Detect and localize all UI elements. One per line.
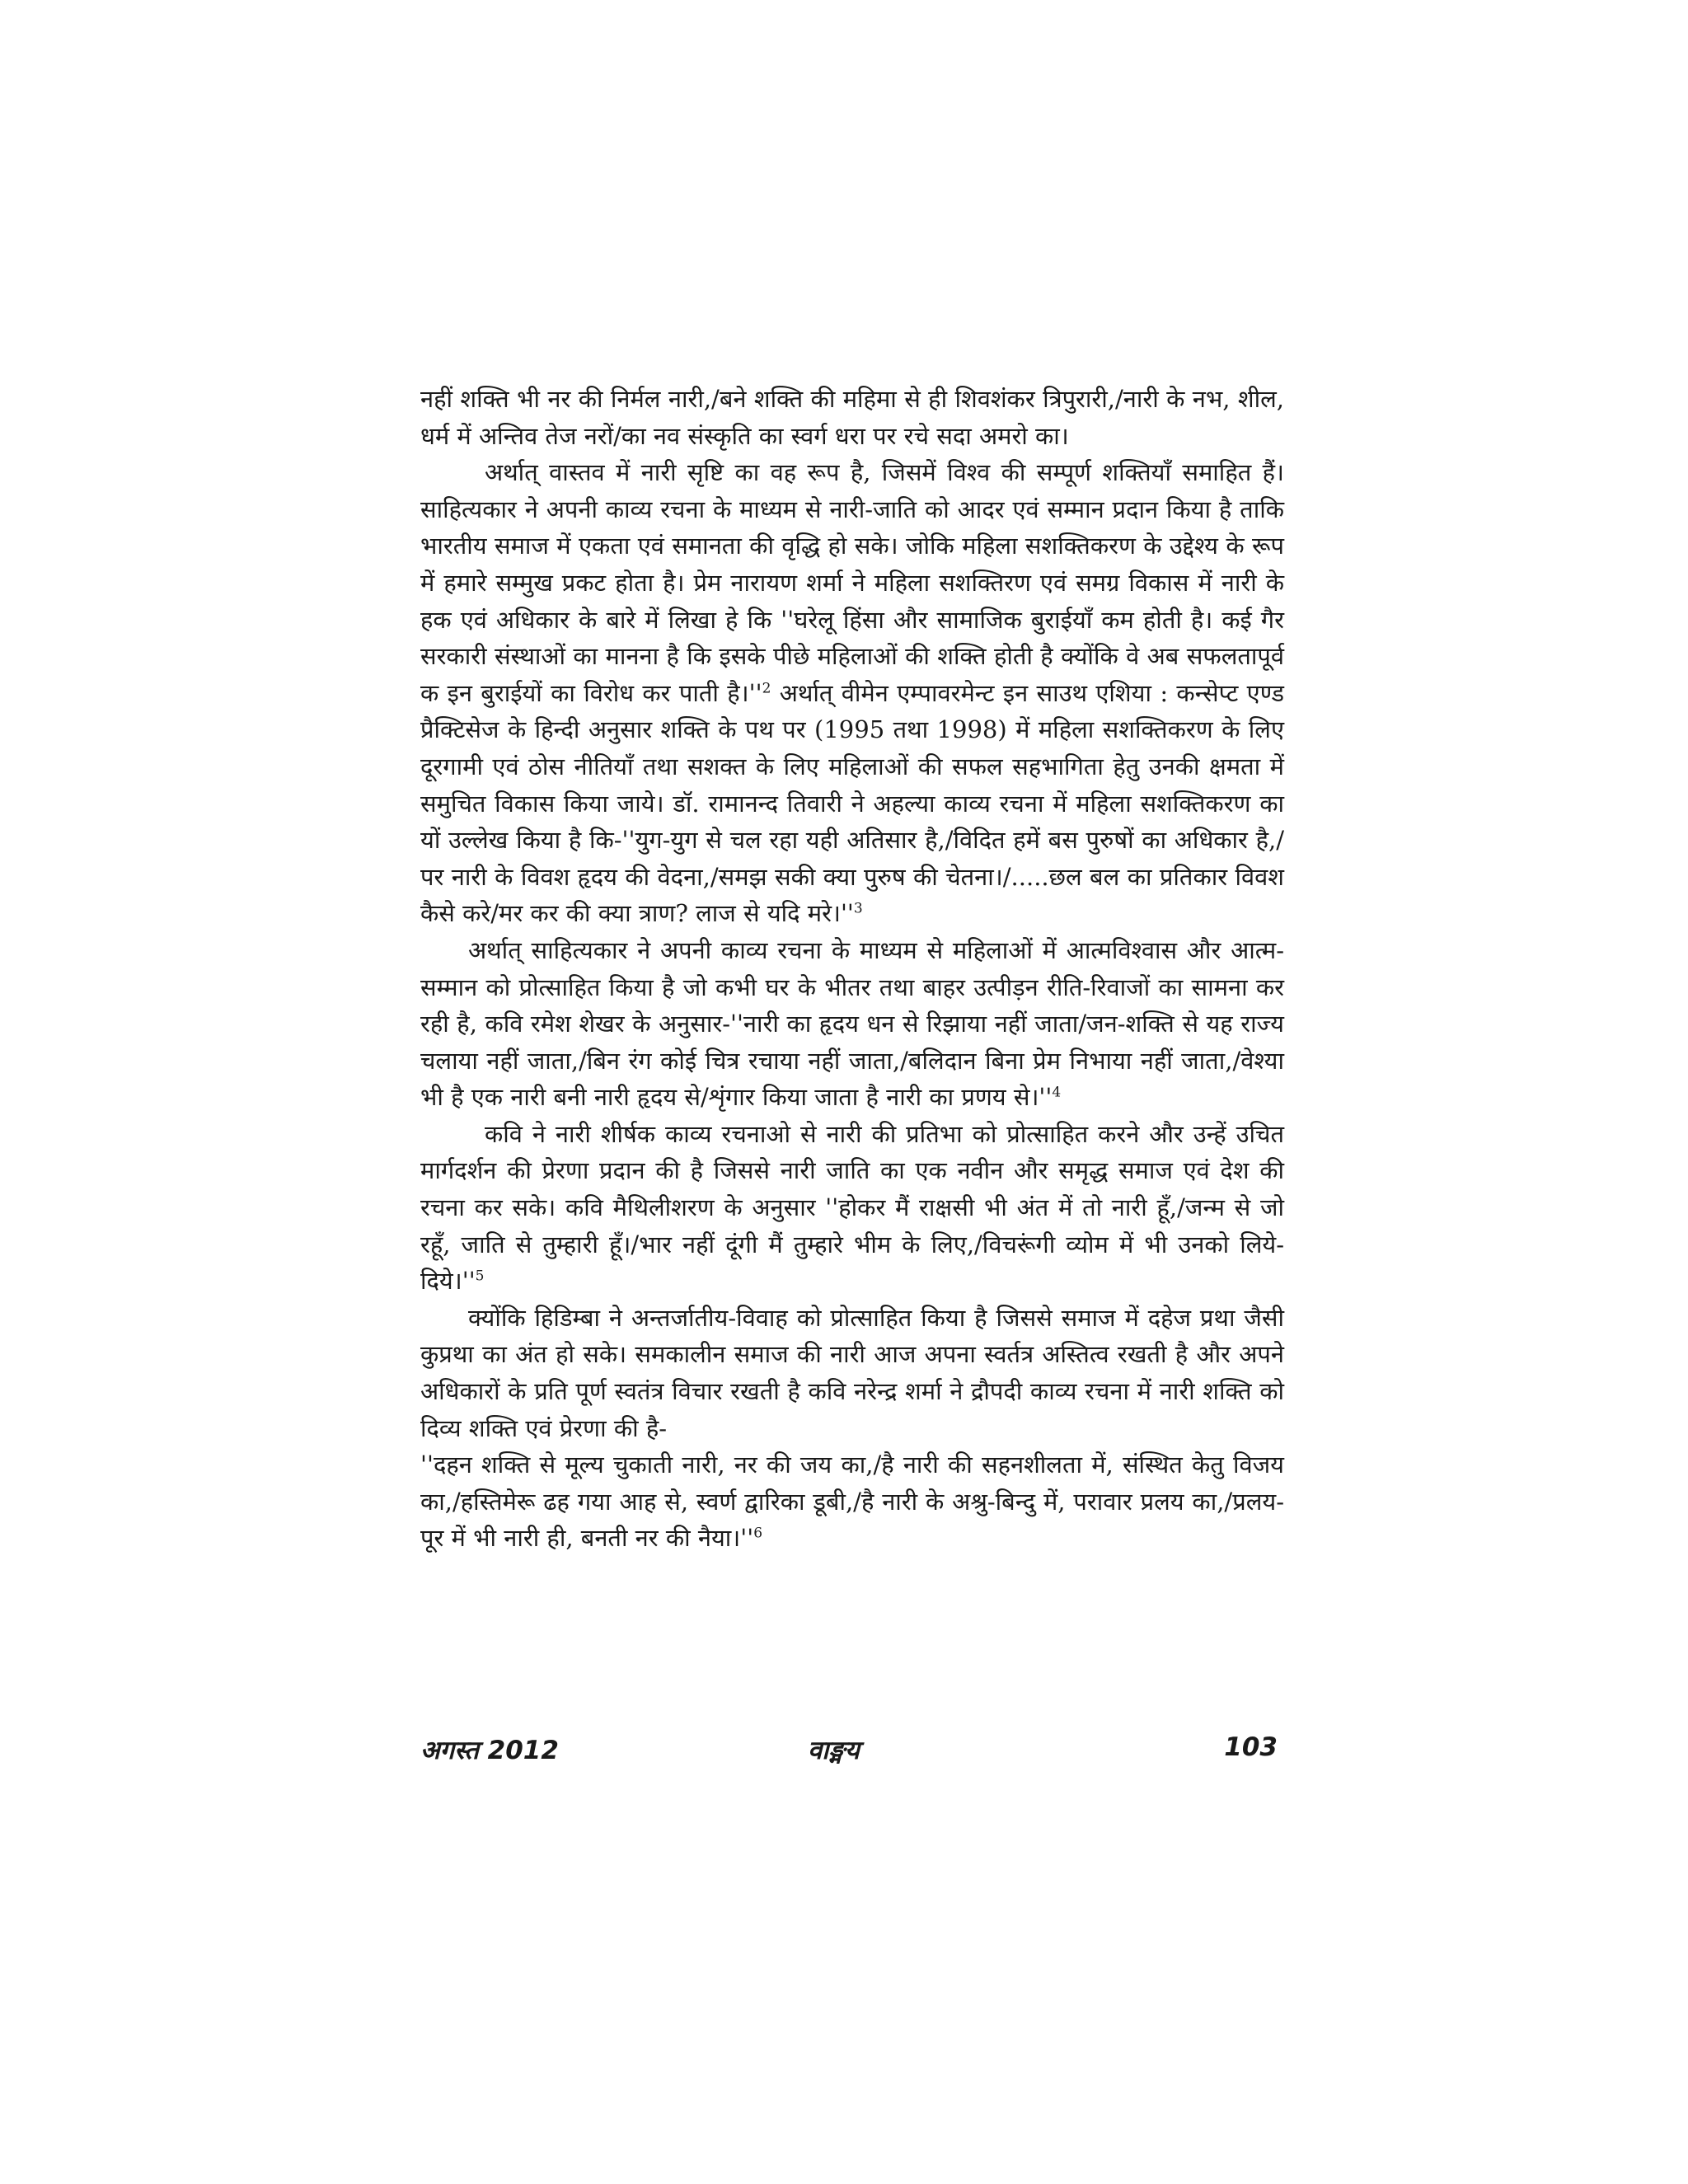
footnote-marker-3: 3 (853, 900, 863, 917)
paragraph-6-quote (420, 1446, 1284, 1557)
article-text (420, 381, 1284, 1557)
paragraph-5-text: क्योंकि हिडिम्बा ने अन्तर्जातीय-विवाह को प्रोत्साहित किया है जिससे समाज में दहेज प्रथा जैसी कुप्रथा का अंत हो सके। समकालीन समाज की नारी आज अपना स्वर्तत्र अस्तित्व रखती है और अपने अधिकारों के प्रति पूर्ण स्वतंत्र विचार रखती है कवि नरेन्द्र शर्मा ने द्रौपदी काव्य रचना में नारी शक्ति को दिव्य शक्ति एवं प्रेरणा की है- (420, 1303, 1284, 1442)
paragraph-4 (420, 1116, 1284, 1300)
footer-page-number: 103 (1224, 1732, 1278, 1762)
paragraph-3 (420, 932, 1284, 1116)
footer-date: अगस्त 2012 (420, 1736, 559, 1765)
page-body (420, 381, 1284, 1557)
footer-journal-name: वाङ्मय (808, 1736, 860, 1765)
paragraph-3-text: अर्थात् साहित्यकार ने अपनी काव्य रचना के माध्यम से महिलाओं में आत्मविश्वास और आत्म-सम्मान को प्रोत्साहित किया है जो कभी घर के भीतर तथा बाहर उत्पीड़न रीति-रिवाजों का सामना कर रही है, कवि रमेश शेखर के अनुसार-''नारी का हृदय धन से रिझाया नहीं जाता/जन-शक्ति से यह राज्य चलाया नहीं जाता,/बिन रंग कोई चित्र रचाया नहीं जाता,/बलिदान बिना प्रेम निभाया नहीं जाता,/वेश्या भी है एक नारी बनी नारी हृदय से/शृंगार किया जाता है नारी का प्रणय से।'' (420, 935, 1284, 1112)
paragraph-2-text-continued: अर्थात् वीमेन एम्पावरमेन्ट इन साउथ एशिया : कन्सेप्ट एण्ड प्रैक्टिसेज के हिन्दी अनुसार शक्ति के पथ पर (1995 तथा 1998) में महिला सशक्तिकरण के लिए दूरगामी एवं ठोस नीतियाँ तथा सशक्त के लिए महिलाओं की सफल सहभागिता हेतु उनकी क्षमता में समुचित विकास किया जाये। डॉ. रामानन्द तिवारी ने अहल्या काव्य रचना में महिला सशक्तिकरण का यों उल्लेख किया है कि-''युग-युग से चल रहा यही अतिसार है,/विदित हमें बस पुरुषों का अधिकार है,/ पर नारी के विवश हृदय की वेदना,/समझ सकी क्या पुरुष की चेतना।/.....छल बल का प्रतिकार विवश कैसे करे/मर कर की क्या त्राण? लाज से यदि मरे।'' (420, 678, 1284, 928)
footnote-marker-4: 4 (1052, 1084, 1062, 1101)
footnote-marker-5: 5 (475, 1268, 485, 1285)
paragraph-1 (420, 381, 1284, 454)
page-footer (420, 1732, 1278, 1774)
paragraph-6-text: ''दहन शक्ति से मूल्य चुकाती नारी, नर की जय का,/है नारी की सहनशीलता में, संस्थित केतु विजय का,/हस्तिमेरू ढह गया आह से, स्वर्ण द्वारिका डूबी,/है नारी के अश्रु-बिन्दु में, परावार प्रलय का,/प्रलय-पूर में भी नारी ही, बनती नर की नैया।'' (420, 1451, 1284, 1553)
paragraph-2 (420, 454, 1284, 932)
paragraph-2-text: अर्थात् वास्तव में नारी सृष्टि का वह रूप है, जिसमें विश्व की सम्पूर्ण शक्तियाँ समाहित हैं। साहित्यकार ने अपनी काव्य रचना के माध्यम से नारी-जाति को आदर एवं सम्मान प्रदान किया है ताकि भारतीय समाज में एकता एवं समानता की वृद्धि हो सके। जोकि महिला सशक्तिकरण के उद्देश्य के रूप में हमारे सम्मुख प्रकट होता है। प्रेम नारायण शर्मा ने महिला सशक्तिरण एवं समग्र विकास में नारी के हक एवं अधिकार के बारे में लिखा हे कि ''घरेलू हिंसा और सामाजिक बुराईयाँ कम होती है। कई गैर सरकारी संस्थाओं का मानना है कि इसके पीछे महिलाओं की शक्ति होती है क्योंकि वे अब सफलतापूर्व क इन बुराईयों का विरोध कर पाती है।'' (420, 458, 1284, 707)
footnote-marker-2: 2 (762, 680, 771, 697)
paragraph-1-text: नहीं शक्ति भी नर की निर्मल नारी,/बने शक्ति की महिमा से ही शिवशंकर त्रिपुरारी,/नारी के नभ, शील, धर्म में अन्तिव तेज नरों/का नव संस्कृति का स्वर्ग धरा पर रचे सदा अमरो का। (420, 385, 1284, 450)
footnote-marker-6: 6 (753, 1525, 763, 1542)
paragraph-5 (420, 1300, 1284, 1446)
paragraph-4-text: कवि ने नारी शीर्षक काव्य रचनाओ से नारी की प्रतिभा को प्रोत्साहित करने और उन्हें उचित मार्गदर्शन की प्रेरणा प्रदान की है जिससे नारी जाति का एक नवीन और समृद्ध समाज एवं देश की रचना कर सके। कवि मैथिलीशरण के अनुसार ''होकर मैं राक्षसी भी अंत में तो नारी हूँ,/जन्म से जो रहूँ, जाति से तुम्हारी हूँ।/भार नहीं दूंगी मैं तुम्हारे भीम के लिए,/विचरूंगी व्योम में भी उनको लिये-दिये।'' (420, 1119, 1284, 1296)
